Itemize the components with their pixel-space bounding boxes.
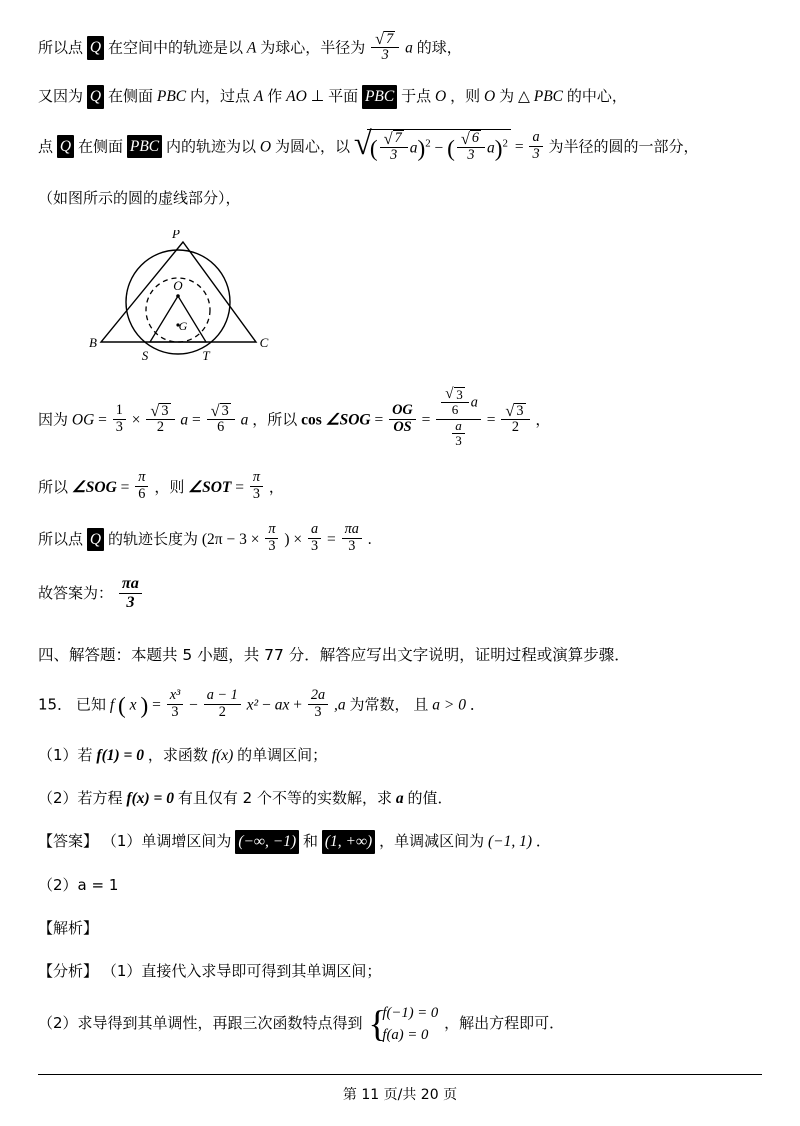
frac-den-3b: 3 (390, 147, 398, 164)
sqrt7-radicand-b: 7 (394, 130, 402, 147)
frac-den-3j: 3 (171, 704, 179, 721)
equals-sign-4: = (374, 411, 384, 429)
line2-text-g: ，则 (450, 87, 481, 106)
frac-sqrt3-2 (146, 403, 174, 436)
text-line-3 (38, 129, 762, 167)
svg-text:S: S (141, 347, 149, 363)
line1-text-d: 的球， (416, 38, 462, 57)
line1-text-c: 为球心，半径为 (260, 38, 366, 57)
frac-den-3g: 3 (268, 538, 276, 555)
frac-num-a: a (529, 130, 542, 147)
sqrt6-radicand: 6 (471, 130, 480, 147)
frac-den-3k: 3 (314, 704, 322, 721)
equals-sign-9: = (327, 530, 336, 548)
frac-og-os (389, 403, 416, 435)
angle-sot: ∠SOT (188, 478, 232, 496)
line3-text-d: 为圆心，以 (274, 137, 350, 156)
line2-ao: AO (286, 88, 307, 106)
svg-text:C: C (259, 334, 269, 350)
perpendicular-symbol: ⊥ (310, 88, 325, 106)
times-sign-1: × (131, 411, 141, 429)
frac-num-pia: πa (342, 522, 362, 539)
answer1-period: ． (535, 832, 551, 851)
line2-point-a: A (253, 88, 264, 106)
question-15-part-1 (38, 744, 762, 767)
section-heading-text: 四、解答题：本题共 5 小题，共 77 分．解答应写出文字说明，证明过程或演算步骤． (38, 646, 630, 665)
line2-pbc-3: PBC (533, 88, 564, 106)
equals-sign-3: = (192, 411, 201, 429)
equals-sign-7: = (120, 478, 130, 496)
text-line-4 (38, 187, 762, 210)
fraction-sqrt7-3 (371, 31, 399, 64)
frac-num-og: OG (389, 403, 416, 420)
line2-text-h: 为 (499, 87, 515, 106)
answer-block-2 (38, 874, 762, 897)
frac-den-3i: 3 (348, 538, 356, 555)
geometry-figure (88, 230, 328, 380)
minus-sign-1: − (434, 139, 444, 157)
answer2-text: （2）a = 1 (38, 875, 119, 894)
line2-text-d: 作 (267, 87, 283, 106)
frac-1-3 (113, 403, 126, 435)
frac-den-3c: 3 (467, 147, 475, 164)
q15-x: x (129, 696, 137, 714)
svg-text:T: T (202, 347, 210, 363)
answer-frac-pia-3 (119, 575, 142, 612)
frac-den-2: 2 (156, 419, 165, 436)
line5-og: OG (71, 411, 95, 429)
analysis-label: 【解析】 (38, 918, 99, 937)
page-number: 第 11 页/共 20 页 (342, 1087, 458, 1103)
footer-rule (38, 1074, 762, 1075)
equals-sign-6: = (486, 411, 496, 429)
redacted-q-4: Q (87, 528, 104, 551)
frac-a-3b (452, 419, 465, 449)
minus-sign-2: − (189, 696, 198, 714)
line7-expr-2: ) × (284, 530, 303, 548)
equals-sign-5: = (421, 411, 431, 429)
q15-condition: a > 0 (432, 696, 466, 714)
frac-pi-3 (250, 470, 263, 502)
answer1-interval-3: (−1, 1) (487, 833, 533, 851)
triangle-symbol: △ (517, 88, 530, 106)
frac-sqrt3-2b (501, 403, 529, 436)
page-footer (0, 1084, 800, 1104)
frac-num-pi-1: π (135, 470, 148, 487)
fenxi-2-text-b: ，解出方程即可． (444, 1014, 565, 1033)
frac-den-3d: 3 (532, 145, 540, 162)
line2-text-f: 于点 (401, 87, 432, 106)
period-1: . (367, 530, 372, 548)
line4-text: （如图所示的圆的虚线部分）， (38, 188, 241, 207)
redacted-q-1: Q (87, 36, 104, 59)
frac-num-pi-3: π (265, 522, 278, 539)
analysis-label-block (38, 917, 762, 940)
part2-text-b: 的值． (407, 789, 453, 808)
part1-label: （1）若 (38, 745, 93, 764)
part1-expr: f(1) = 0 (96, 746, 144, 764)
line2-text-a: 又因为 (38, 87, 84, 106)
text-line-8-answer (38, 573, 762, 613)
line3-o: O (259, 138, 272, 156)
answer1-text-b: ，单调减区间为 (379, 832, 485, 851)
line2-o-1: O (435, 88, 447, 106)
q15-f: f (109, 696, 115, 714)
line3-text-e: 为半径的圆的一部分， (548, 137, 699, 156)
frac-num-a-1: a − 1 (204, 688, 241, 705)
q15-text-b: 为常数， (349, 695, 410, 714)
text-line-1 (38, 32, 762, 65)
frac-a1-2 (204, 688, 241, 720)
svg-text:B: B (89, 334, 97, 350)
line2-text-e: 平面 (328, 87, 359, 106)
frac-pia-3 (342, 522, 362, 554)
part1-text-b: 的单调区间； (237, 745, 328, 764)
cf-den-num: a (452, 419, 465, 434)
plus-sign-1: + (293, 696, 302, 714)
line6-text-c: ， (268, 477, 284, 496)
frac-a-3c (308, 522, 321, 554)
cos-label: cos (301, 411, 322, 429)
q15-ax: ax (274, 696, 290, 714)
system-row-2: f(a) = 0 (382, 1026, 429, 1043)
figure-svg (88, 230, 328, 380)
frac-num-x3: x³ (167, 688, 184, 705)
frac-sqrt3-6b (441, 387, 469, 418)
frac-sqrt3-6 (207, 403, 235, 436)
line3-var-a1: a (409, 139, 418, 157)
text-line-7 (38, 521, 762, 556)
line6-text-b: ，则 (154, 477, 185, 496)
frac-den-2b: 2 (511, 419, 520, 436)
q15-period: ． (469, 695, 485, 714)
fenxi-2-text-a: （2）求导得到其单调性，再跟三次函数特点得到 (38, 1014, 363, 1033)
q15-lparen: ( (118, 693, 126, 720)
big-sqrt-expression: √ ( √ $\frac{7}{3}$ a)$^2$ − ( √ $\frac{6}{3}$ a)$^2$ (354, 129, 511, 167)
text-line-2 (38, 85, 762, 108)
frac-den-3e: 3 (115, 418, 123, 435)
system-row-1: { f(−1) = 0 (382, 1005, 439, 1022)
line1-text-b: 在空间中的轨迹是以 (107, 38, 243, 57)
svg-text:O: O (173, 277, 183, 293)
part2-label: （2）若方程 (38, 789, 123, 808)
line7-text-b: 的轨迹长度为 (107, 529, 198, 548)
text-line-5 (38, 387, 762, 452)
line2-text-c: 内，过点 (190, 87, 251, 106)
frac-sqrt7-3b (380, 130, 408, 163)
svg-text:P: P (172, 229, 180, 241)
equals-sign-2: = (98, 411, 107, 429)
equals-sign-8: = (235, 478, 245, 496)
sqrt3-radicand-2: 3 (221, 402, 229, 419)
angle-sog-1: ∠SOG (325, 411, 371, 429)
svg-text:G: G (178, 318, 188, 333)
sqrt7-radicand: 7 (386, 30, 394, 47)
answer-prefix: 故答案为： (38, 584, 114, 603)
frac-a-3 (529, 130, 542, 162)
answer-frac-den: 3 (126, 592, 135, 611)
equation-system (368, 1003, 438, 1046)
part2-text-a: 有且仅有 2 个不等的实数解，求 (177, 789, 392, 808)
text-line-6 (38, 469, 762, 504)
part2-expr: f(x) = 0 (126, 790, 174, 808)
fenxi-block-2 (38, 1003, 762, 1046)
fenxi-1-text: （1）直接代入求导即可得到其单调区间； (101, 962, 382, 981)
redacted-pbc-1: PBC (362, 85, 397, 108)
frac-2a-3 (308, 688, 328, 720)
line2-text-i: 的中心， (566, 87, 627, 106)
frac-den-6b: 6 (451, 402, 459, 418)
frac-num-2a: 2a (308, 688, 328, 705)
sqrt3-radicand-3: 3 (456, 387, 463, 403)
line2-o-2: O (483, 88, 496, 106)
q15-rparen: ) (140, 693, 149, 720)
fenxi-label: 【分析】 (38, 962, 99, 981)
sqrt3-radicand-1: 3 (161, 402, 169, 419)
redacted-pbc-2: PBC (127, 135, 162, 158)
line5-text-c: ， (535, 410, 551, 429)
frac-den-6: 6 (217, 419, 225, 436)
complex-fraction (436, 388, 481, 450)
frac-pi-3b (265, 522, 278, 554)
minus-sign-3: − (262, 696, 271, 714)
angle-sog-2: ∠SOG (71, 478, 117, 496)
redacted-q-3: Q (57, 135, 74, 158)
section-heading-4 (38, 643, 762, 665)
redacted-interval-2: (1, +∞) (322, 830, 375, 853)
question-number-15: 15． (38, 695, 73, 714)
line1-var-a: A (246, 39, 257, 57)
sqrt3-radicand-4: 3 (516, 402, 524, 419)
answer1-and: 和 (302, 832, 318, 851)
cf-num-var: a (470, 395, 478, 412)
redacted-interval-1: (−∞, −1) (235, 830, 299, 853)
frac-den-2c: 2 (218, 704, 226, 721)
line3-text-a: 点 (38, 137, 54, 156)
line5-var-a2: a (240, 411, 249, 429)
frac-den-3h: 3 (311, 538, 319, 555)
redacted-q-2: Q (87, 85, 104, 108)
frac-x3-3 (167, 688, 184, 720)
line1-var-a2: a (405, 39, 413, 57)
equals-sign-10: = (152, 696, 161, 714)
part2-var-a: a (395, 790, 404, 808)
cf-den-den: 3 (455, 433, 462, 449)
line1-text-a: 所以点 (38, 38, 84, 57)
frac-den-3f: 3 (252, 485, 261, 502)
frac-num-a2: a (308, 522, 321, 539)
answer-label: 【答案】 (38, 832, 99, 851)
equals-sign-1: = (514, 138, 524, 156)
document-content (38, 32, 762, 1066)
frac-den-6c: 6 (138, 485, 146, 502)
frac-sqrt6-3 (457, 130, 485, 163)
line6-text-a: 所以 (38, 477, 69, 496)
line5-var-a1: a (180, 411, 189, 429)
question-15 (38, 689, 762, 724)
frac-num-1: 1 (113, 403, 126, 420)
frac-pi-6 (135, 470, 148, 502)
line2-text-b: 在侧面 (107, 87, 153, 106)
line7-expr-1: (2π − 3 × (201, 530, 260, 548)
fenxi-block-1 (38, 960, 762, 983)
line5-text-b: ，所以 (252, 410, 298, 429)
answer-frac-num: πa (119, 575, 142, 594)
q15-x-squared: x² (246, 696, 259, 714)
question-15-part-2 (38, 787, 762, 810)
q15-text-a: 已知 (75, 695, 106, 714)
part1-fx: f(x) (211, 746, 234, 764)
frac-den-3: 3 (381, 47, 389, 64)
q15-text-c: 且 (413, 695, 429, 714)
line3-text-c: 内的轨迹为以 (166, 137, 257, 156)
frac-den-os: OS (393, 418, 412, 435)
line3-var-a2: a (487, 139, 495, 157)
part1-text-a: ，求函数 (147, 745, 208, 764)
answer1-text-a: （1）单调增区间为 (101, 832, 232, 851)
line5-text-a: 因为 (38, 410, 69, 429)
line7-text-a: 所以点 (38, 529, 84, 548)
line2-pbc-1: PBC (156, 88, 187, 106)
frac-num-pi-2: π (250, 470, 263, 487)
line3-text-b: 在侧面 (77, 137, 123, 156)
answer-block-1 (38, 830, 762, 853)
q15-comma-a: ,a (333, 696, 346, 714)
